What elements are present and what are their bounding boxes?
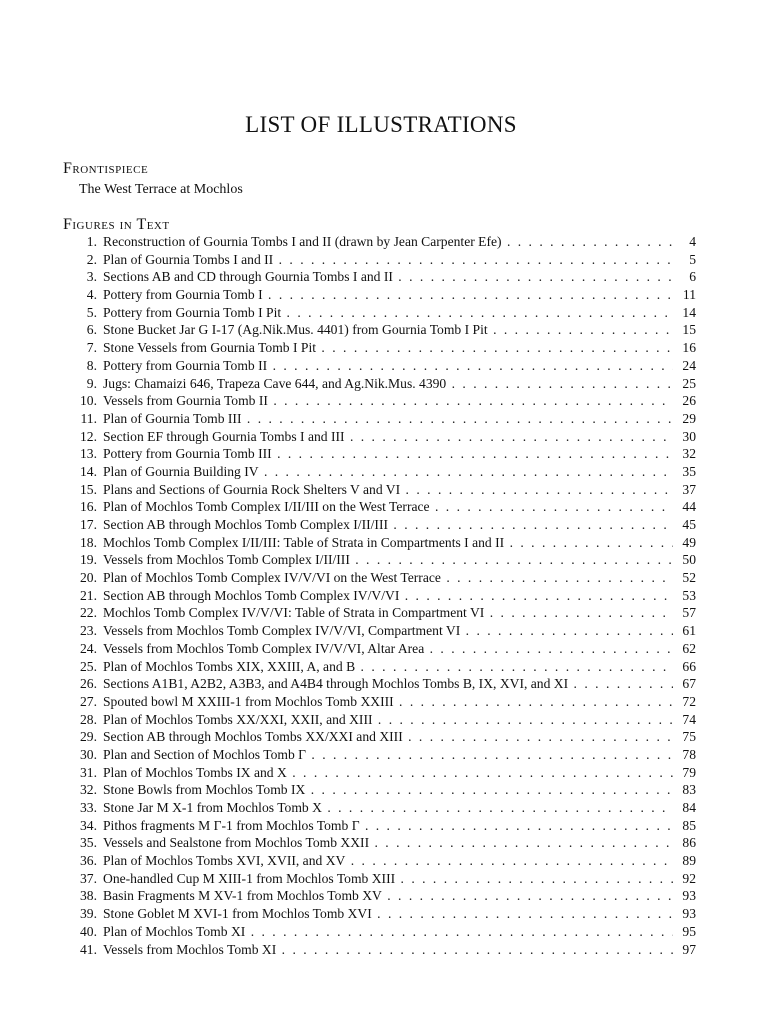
figure-number: 5. [86,304,97,320]
list-item [0,870,762,888]
figure-title: Mochlos Tomb Complex I/II/III: Table of Strata in Compartments I and II . . . [103,534,673,552]
figures-heading: Figures in Text [63,216,170,233]
figure-number: 22. [80,605,97,621]
figure-number: 28. [80,711,97,727]
figure-title: Vessels from Gournia Tomb II . . . [103,392,673,410]
page-number: 5 [689,251,696,267]
figure-title: Section AB through Mochlos Tomb Complex I/II/III . . . [103,516,673,534]
figure-number: 12. [80,428,97,444]
page-number: 29 [682,410,696,426]
list-item [0,728,762,746]
list-item [0,392,762,410]
figure-number: 25. [80,658,97,674]
figure-title: Stone Goblet M XVI-1 from Mochlos Tomb XVI . . . [103,905,673,923]
figure-title: Pottery from Gournia Tomb II . . . [103,357,673,375]
page-title: LIST OF ILLUSTRATIONS [245,112,517,137]
page-number: 52 [682,570,696,586]
list-item [0,905,762,923]
page-number: 75 [682,729,696,745]
page-number: 53 [682,587,696,603]
list-item [0,640,762,658]
list-item [0,711,762,729]
page-number: 16 [682,340,696,356]
list-item [0,463,762,481]
figure-title: Plan of Mochlos Tomb Complex IV/V/VI on the West Terrace . . . [103,569,673,587]
figure-number: 37. [80,870,97,886]
figure-title: Pithos fragments M Γ-1 from Mochlos Tomb Γ . . . [103,817,673,835]
frontispiece-item: The West Terrace at Mochlos [79,182,243,197]
list-item [0,268,762,286]
frontispiece-heading: Frontispiece [63,160,149,177]
figure-number: 33. [80,800,97,815]
page-number: 89 [682,853,696,869]
figure-number: 8. [86,357,97,373]
figure-number: 13. [80,446,97,462]
figure-title: Plan of Gournia Tomb III . . . [103,410,673,428]
page-number: 49 [682,534,696,550]
list-item [0,941,762,959]
figure-title: Reconstruction of Gournia Tombs I and II (drawn by Jean Carpenter Efe) . . . [103,233,673,251]
page-number: 78 [682,746,696,762]
figure-number: 38. [80,888,97,904]
page-number: 66 [682,658,696,674]
list-item [0,516,762,534]
list-item [0,622,762,640]
figure-number: 9. [86,375,97,391]
figure-title: Jugs: Chamaizi 646, Trapeza Cave 644, and Ag.Nik.Mus. 4390 . . . [103,375,673,393]
figure-title: Plan of Mochlos Tomb XI . . . [103,923,673,941]
page-number: 61 [682,623,696,639]
figure-title: Plan of Mochlos Tombs IX and X . . . [103,764,673,782]
figures-list [0,233,762,958]
figure-title: Section AB through Mochlos Tomb Complex IV/V/VI . . . [103,587,673,605]
figure-title: Plan and Section of Mochlos Tomb Γ . . . [103,746,673,764]
figure-number: 31. [80,764,97,780]
figure-number: 41. [80,941,97,957]
figure-title: Pottery from Gournia Tomb I Pit . . . [103,304,673,322]
list-item [0,781,762,799]
list-item [0,658,762,676]
list-item [0,746,762,764]
figure-title: Stone Bucket Jar G I-17 (Ag.Nik.Mus. 4401) from Gournia Tomb I Pit . . . [103,321,673,339]
page-number: 85 [682,817,696,833]
figure-number: 19. [80,552,97,568]
figure-number: 2. [86,251,97,267]
list-item [0,286,762,304]
figure-number: 40. [80,923,97,939]
figure-number: 21. [80,587,97,603]
page-number: 84 [682,800,696,815]
list-item [0,569,762,587]
list-item [0,357,762,375]
list-item [0,445,762,463]
figure-number: 24. [80,640,97,656]
page-number: 62 [682,640,696,656]
figure-title: Vessels from Mochlos Tomb XI . . . [103,941,673,959]
figure-number: 30. [80,746,97,762]
list-item [0,799,762,817]
page-number: 57 [682,605,696,621]
list-item [0,923,762,941]
page-number: 26 [682,393,696,409]
figure-title: Sections A1B1, A2B2, A3B3, and A4B4 through Mochlos Tombs B, IX, XVI, and XI . . . [103,675,673,693]
list-item [0,321,762,339]
figure-title: Spouted bowl M XXIII-1 from Mochlos Tomb XXIII . . . [103,693,673,711]
figure-title: Stone Jar M X-1 from Mochlos Tomb X . . . [103,799,673,817]
page-number: 72 [682,693,696,709]
page-number: 32 [682,446,696,462]
page-number: 11 [682,287,696,303]
list-item [0,817,762,835]
page-number: 4 [689,234,696,249]
figure-number: 4. [86,287,97,303]
page-number: 95 [682,923,696,939]
figure-number: 16. [80,499,97,515]
page-number: 15 [682,322,696,338]
page-number: 24 [682,357,696,373]
list-item [0,498,762,516]
figure-number: 32. [80,782,97,798]
page-number: 50 [682,552,696,568]
figure-number: 26. [80,676,97,692]
figure-title: Pottery from Gournia Tomb I . . . [103,286,673,304]
figure-title: Plan of Mochlos Tomb Complex I/II/III on the West Terrace . . . [103,498,673,516]
figure-title: Stone Vessels from Gournia Tomb I Pit . . . [103,339,673,357]
figure-number: 29. [80,729,97,745]
list-item [0,852,762,870]
figure-number: 36. [80,853,97,869]
page-number: 83 [682,782,696,798]
page-number: 37 [682,481,696,497]
figure-title: Plan of Mochlos Tombs XVI, XVII, and XV . . . [103,852,673,870]
list-item [0,304,762,322]
list-item [0,375,762,393]
list-item [0,587,762,605]
list-item [0,764,762,782]
list-item [0,428,762,446]
figure-title: Plan of Mochlos Tombs XX/XXI, XXII, and XIII . . . [103,711,673,729]
page-number: 86 [682,835,696,851]
figure-title: One-handled Cup M XIII-1 from Mochlos Tomb XIII . . . [103,870,673,888]
figure-title: Sections AB and CD through Gournia Tombs I and II . . . [103,268,673,286]
figure-number: 11. [80,410,97,426]
figure-number: 14. [80,463,97,479]
figure-number: 6. [86,322,97,338]
list-item [0,251,762,269]
figure-title: Section EF through Gournia Tombs I and III . . . [103,428,673,446]
page-number: 67 [682,676,696,692]
figure-number: 10. [80,393,97,409]
figure-number: 20. [80,570,97,586]
page-number: 97 [682,941,696,957]
figure-title: Vessels from Mochlos Tomb Complex IV/V/VI, Altar Area . . . [103,640,673,658]
figure-title: Plan of Gournia Building IV . . . [103,463,673,481]
figure-number: 7. [86,340,97,356]
list-item [0,551,762,569]
figure-number: 35. [80,835,97,851]
figure-title: Plans and Sections of Gournia Rock Shelters V and VI . . . [103,481,673,499]
figure-title: Plan of Gournia Tombs I and II . . . [103,251,673,269]
page-number: 44 [682,499,696,515]
page-number: 14 [682,304,696,320]
figure-title: Vessels from Mochlos Tomb Complex I/II/III . . . [103,551,673,569]
figure-title: Plan of Mochlos Tombs XIX, XXIII, A, and B . . . [103,658,673,676]
figure-title: Stone Bowls from Mochlos Tomb IX . . . [103,781,673,799]
figure-number: 23. [80,623,97,639]
list-item [0,887,762,905]
figure-title: Section AB through Mochlos Tombs XX/XXI and XIII . . . [103,728,673,746]
figure-number: 15. [80,481,97,497]
figure-number: 1. [86,234,97,249]
figure-title: Basin Fragments M XV-1 from Mochlos Tomb XV . . . [103,887,673,905]
list-item [0,339,762,357]
page-number: 30 [682,428,696,444]
figure-title: Vessels from Mochlos Tomb Complex IV/V/VI, Compartment VI . . . [103,622,673,640]
page-number: 45 [682,517,696,532]
list-item [0,675,762,693]
page-number: 35 [682,463,696,479]
figure-number: 34. [80,817,97,833]
figure-number: 27. [80,693,97,709]
page-number: 74 [682,711,696,727]
page-number: 93 [682,906,696,922]
figure-number: 17. [80,517,97,532]
figure-number: 18. [80,534,97,550]
figure-number: 39. [80,906,97,922]
list-item [0,410,762,428]
list-item [0,834,762,852]
page-number: 92 [682,870,696,886]
list-item [0,534,762,552]
figure-title: Pottery from Gournia Tomb III . . . [103,445,673,463]
list-item [0,693,762,711]
list-item [0,604,762,622]
figure-title: Mochlos Tomb Complex IV/V/VI: Table of Strata in Compartment VI . . . [103,604,673,622]
page-number: 25 [682,375,696,391]
figure-title: Vessels and Sealstone from Mochlos Tomb XXII . . . [103,834,673,852]
list-item [0,481,762,499]
figure-number: 3. [86,269,97,285]
page-number: 79 [682,764,696,780]
list-item [0,233,762,251]
page-number: 6 [689,269,696,285]
page-number: 93 [682,888,696,904]
